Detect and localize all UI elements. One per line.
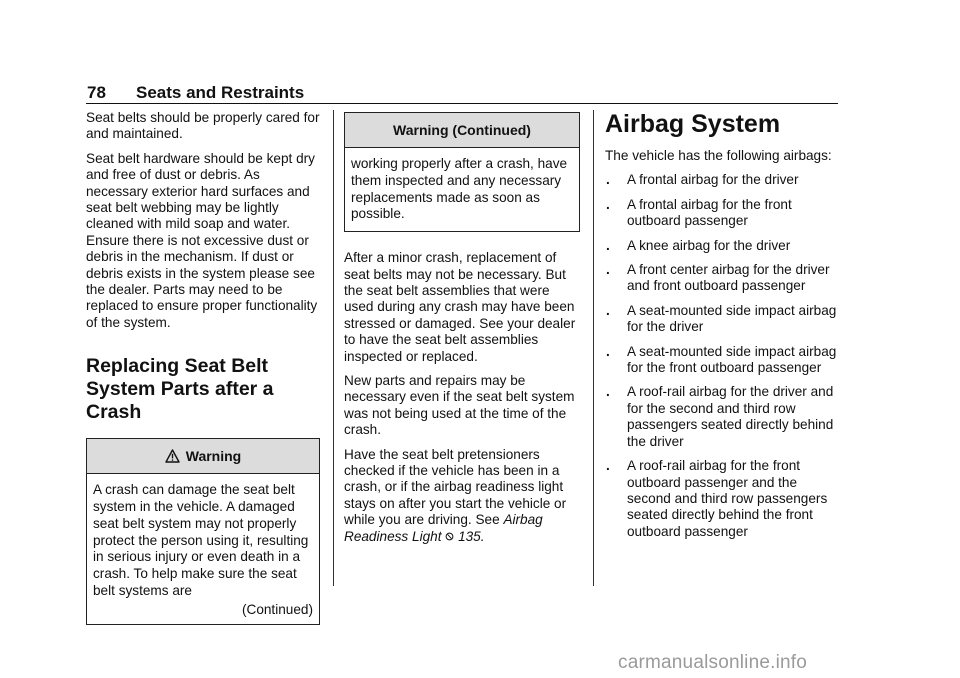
list-item-text: A knee airbag for the driver — [627, 237, 791, 253]
list-item — [605, 303, 839, 336]
list-item — [605, 197, 839, 230]
watermark: carmanualsonline.info — [618, 652, 808, 673]
bullet-marker: . — [606, 458, 610, 474]
column-3 — [605, 110, 839, 548]
bullet-marker: . — [606, 172, 610, 188]
warning-continued-text: working properly after a crash, have them inspected and any necessary replacements made as soon as possible. — [351, 156, 568, 222]
airbag-system-heading: Airbag System — [605, 110, 781, 138]
column-divider-1 — [333, 110, 334, 586]
page-header — [86, 83, 838, 104]
list-item — [605, 238, 839, 254]
page-number: 78 — [87, 83, 106, 102]
bullet-marker: . — [606, 343, 610, 359]
airbag-list — [605, 172, 839, 540]
list-item-text: A roof-rail airbag for the front outboard passenger and the second and third row passengers seated directly behind the front outboard passenger — [627, 458, 828, 539]
warning-continued-box — [344, 112, 580, 232]
list-item-text: A seat-mounted side impact airbag for the front outboard passenger — [627, 343, 837, 376]
column-divider-2 — [593, 110, 594, 586]
warning-triangle-icon — [165, 449, 180, 463]
list-item — [605, 262, 839, 295]
airbag-intro: The vehicle has the following airbags: — [605, 148, 832, 163]
warning-title: Warning — [185, 448, 242, 465]
care-paragraph: Seat belts should be properly cared for and maintained. — [86, 110, 320, 142]
bullet-marker: . — [606, 302, 610, 318]
list-item-text: A front center airbag for the driver and front outboard passenger — [627, 262, 830, 294]
warning-box — [86, 438, 320, 625]
replacing-parts-heading: Replacing Seat Belt System Parts after a Crash — [86, 355, 274, 424]
warning-header — [87, 439, 319, 474]
list-item — [605, 344, 839, 377]
bullet-marker: . — [606, 196, 610, 212]
list-item — [605, 384, 839, 450]
bullet-marker: . — [606, 262, 610, 278]
new-parts-paragraph: New parts and repairs may be necessary even if the seat belt system was not being used at the time of the crash. — [344, 373, 575, 438]
list-item-text: A seat-mounted side impact airbag for the driver — [627, 302, 837, 335]
warning-continued-body — [345, 148, 579, 231]
page-ref-number[interactable]: 135. — [458, 528, 485, 544]
warning-continued-header: Warning (Continued) — [345, 113, 579, 148]
airbag-readiness-link[interactable]: Airbag Readiness Light — [344, 512, 543, 544]
continued-label: (Continued) — [241, 601, 313, 617]
hardware-paragraph: Seat belt hardware should be kept dry and free of dust or debris. As necessary exterior hard surfaces and seat belt webbing may be lightly cleaned with mild soap and water. Ensure there is not excessive dust or debris in the mechanism. If dust or debris exists in the system please see the dealer. Parts may need to be replaced to ensure proper functionality of the system. — [86, 150, 318, 330]
list-item — [605, 172, 839, 188]
page-ref-icon — [445, 529, 458, 544]
warning-body — [87, 474, 319, 624]
column-1 — [86, 110, 320, 625]
bullet-marker: . — [606, 237, 610, 253]
list-item-text: A frontal airbag for the driver — [627, 172, 799, 188]
bullet-marker: . — [606, 384, 610, 400]
minor-crash-paragraph: After a minor crash, replacement of seat belts may not be necessary. But the seat belt assemblies that were used during any crash may have been stressed or damaged. See your dealer to have the seat belt assemblies inspected or replaced. — [344, 250, 576, 364]
warning-text: A crash can damage the seat belt system in the vehicle. A damaged seat belt system may not properly protect the person using it, resulting in serious injury or even death in a crash. To help make sure the seat belt systems are — [93, 482, 309, 599]
section-title: Seats and Restraints — [136, 83, 305, 102]
list-item-text: A frontal airbag for the front outboard passenger — [627, 196, 792, 229]
list-item-text: A roof-rail airbag for the driver and for the second and third row passengers seated directly behind the driver — [627, 384, 834, 449]
list-item — [605, 458, 839, 540]
pretensioners-paragraph: Have the seat belt pretensioners checked if the vehicle has been in a crash, or if the airbag readiness light stays on after you start the vehicle or while you are driving. See Airbag Readiness Light 135. — [344, 446, 567, 544]
column-2 — [344, 110, 580, 553]
